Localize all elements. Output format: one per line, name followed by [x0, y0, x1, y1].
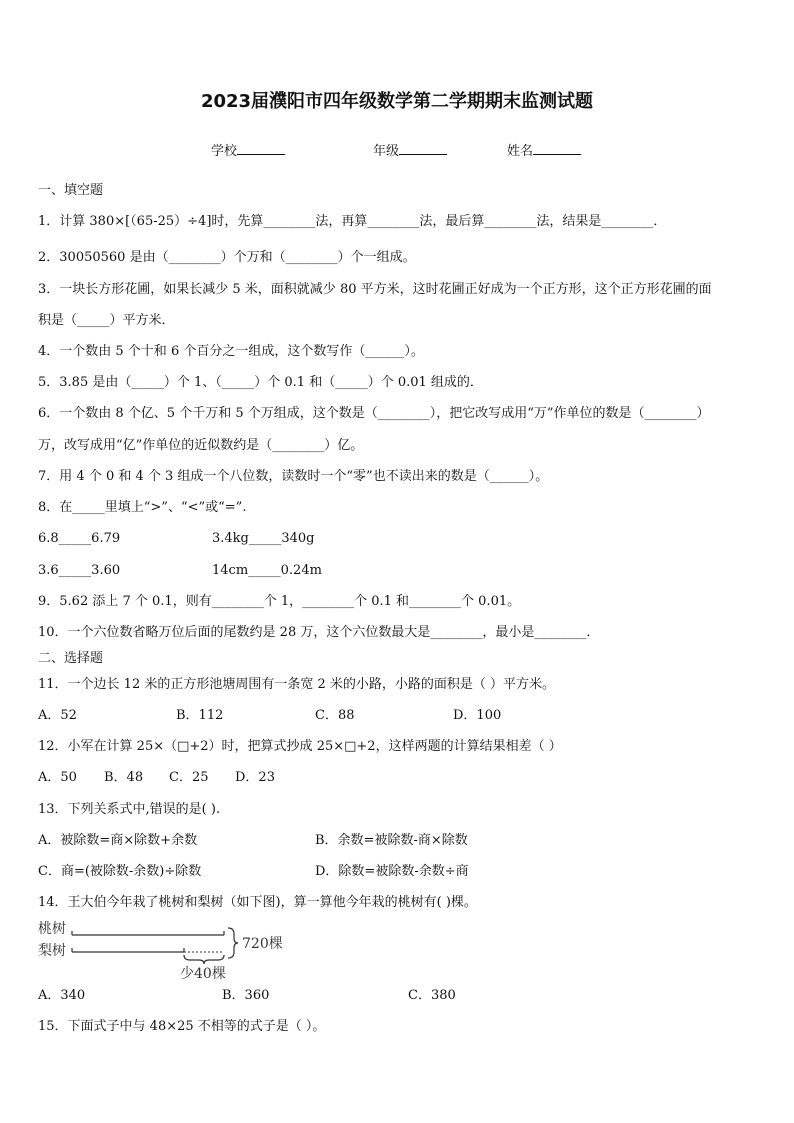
question-3-line-2: 积是（_____）平方米． [38, 313, 175, 328]
difference-brace [184, 955, 224, 964]
question-12-option-c[interactable]: C．25 [169, 770, 209, 785]
question-12: 12．小军在计算 25×（□+2）时，把算式抄成 25×□+2，这样两题的计算结果相差（ ） [38, 739, 562, 754]
question-5: 5．3.85 是由（_____）个 1、（_____）个 0.1 和（_____）个 0.01 组成的． [38, 375, 483, 390]
page-title: 2023届濮阳市四年级数学第二学期期末监测试题 [200, 91, 594, 112]
question-4: 4．一个数由 5 个十和 6 个百分之一组成，这个数写作（______）。 [38, 344, 424, 359]
question-15: 15．下面式子中与 48×25 不相等的式子是（ ）。 [38, 1019, 326, 1034]
total-label: 720棵 [242, 936, 283, 952]
total-brace [228, 928, 238, 958]
peach-tree-label: 桃树 [38, 921, 66, 937]
name-blank[interactable] [533, 140, 581, 155]
question-8-item-3: 3.6_____3.60 [38, 563, 121, 578]
difference-label: 少40棵 [180, 966, 226, 980]
question-11-option-a[interactable]: A．52 [38, 708, 77, 723]
question-14: 14．王大伯今年栽了桃树和梨树（如下图)，算一算他今年栽的桃树有( )棵。 [38, 895, 477, 910]
question-13-option-b[interactable]: B．余数=被除数-商×除数 [315, 833, 468, 848]
question-6-line-2: 万，改写成用“亿”作单位的近似数约是（________）亿。 [38, 438, 364, 453]
question-3-line-1: 3．一块长方形花圃，如果长减少 5 米，面积就减少 80 平方米，这时花圃正好成为一个正方形，这个正方形花圃的面 [38, 282, 712, 297]
question-14-option-a[interactable]: A．340 [38, 988, 86, 1003]
question-10: 10．一个六位数省略万位后面的尾数约是 28 万，这个六位数最大是________，最小是________． [38, 625, 600, 640]
section-fill-blank: 一、填空题 [38, 183, 104, 198]
question-8-item-1: 6.8_____6.79 [38, 531, 121, 546]
question-13: 13．下列关系式中,错误的是( ). [38, 802, 221, 817]
question-11-option-c[interactable]: C．88 [315, 708, 355, 723]
question-12-option-b[interactable]: B．48 [104, 770, 144, 785]
tree-comparison-diagram [38, 918, 298, 980]
question-12-option-d[interactable]: D．23 [235, 770, 275, 785]
question-14-option-b[interactable]: B．360 [222, 988, 270, 1003]
question-13-option-d[interactable]: D．除数=被除数-余数÷商 [315, 864, 469, 879]
question-7: 7．用 4 个 0 和 4 个 3 组成一个八位数，读数时一个“零”也不读出来的数是（______）。 [38, 469, 549, 484]
question-8-item-4: 14cm_____0.24m [212, 563, 322, 578]
question-8: 8．在_____里填上“>”、“<”或“=”. [38, 500, 247, 515]
grade-field [373, 140, 447, 159]
question-11: 11．一个边长 12 米的正方形池塘周围有一条宽 2 米的小路，小路的面积是（ ）平方米。 [38, 677, 556, 692]
school-field [211, 140, 285, 159]
name-label: 姓名 [507, 144, 534, 159]
question-11-option-b[interactable]: B．112 [176, 708, 224, 723]
question-1: 1．计算 380×[（65-25）÷4]时，先算________法，再算________法，最后算________法，结果是________． [38, 214, 667, 229]
question-13-option-a[interactable]: A．被除数=商×除数+余数 [38, 833, 198, 848]
school-label: 学校 [211, 144, 238, 159]
school-blank[interactable] [237, 140, 285, 155]
grade-label: 年级 [373, 144, 400, 159]
question-14-option-c[interactable]: C．380 [408, 988, 456, 1003]
question-8-item-2: 3.4kg_____340g [212, 531, 315, 546]
question-9: 9．5.62 添上 7 个 0.1，则有________个 1，________个 0.1 和________个 0.01。 [38, 594, 521, 609]
question-13-option-c[interactable]: C．商=(被除数-余数)÷除数 [38, 864, 202, 879]
question-2: 2．30050560 是由（________）个万和（________）个一组成。 [38, 250, 416, 265]
question-11-option-d[interactable]: D．100 [453, 708, 502, 723]
section-multiple-choice: 二、选择题 [38, 651, 104, 666]
grade-blank[interactable] [399, 140, 447, 155]
question-12-option-a[interactable]: A．50 [38, 770, 77, 785]
question-6-line-1: 6．一个数由 8 个亿、5 个千万和 5 个万组成，这个数是（________），把它改写成用“万”作单位的数是（________） [38, 406, 710, 421]
pear-tree-label: 梨树 [38, 943, 66, 959]
name-field [507, 140, 581, 159]
